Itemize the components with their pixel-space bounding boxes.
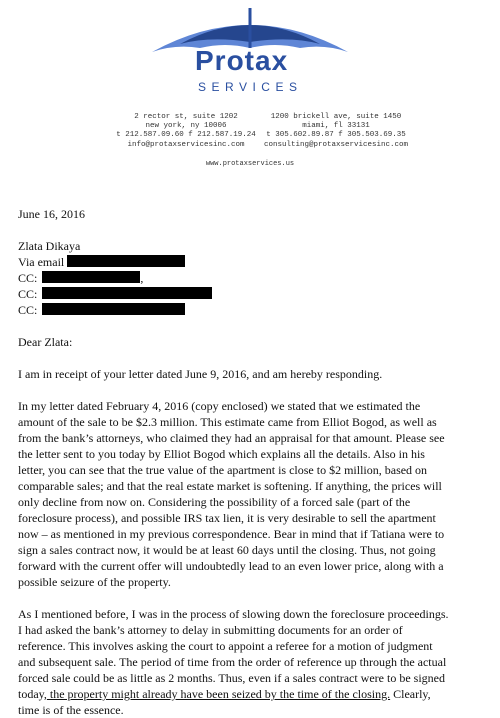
address-line: t 212.587.09.60 f 212.587.19.24	[116, 131, 256, 140]
cc-comma: ,	[140, 271, 144, 285]
paragraph-1: I am in receipt of your letter dated June 9, 2016, and am hereby responding.	[18, 367, 383, 381]
address-email: info@protaxservicesinc.com	[127, 140, 245, 149]
address-line: new york, ny 10006	[145, 122, 227, 131]
paragraph-line: As I mentioned before, I was in the process of slowing down the foreclosure proceedings.	[18, 607, 449, 621]
text-span: today,	[18, 687, 47, 701]
paragraph-line: and subsequent sale. The period of time from the order of reference up through the actual	[18, 655, 447, 669]
paragraph-line: now – as mentioned in my previous correspondence. Bear in mind that if Tatiana were to	[18, 527, 445, 541]
redacted-block	[42, 271, 140, 283]
paragraph-2	[18, 398, 488, 590]
letter-date: June 16, 2016	[18, 207, 85, 221]
redacted-block	[42, 287, 212, 299]
via-email-line	[18, 254, 488, 270]
paragraph-line: In my letter dated February 4, 2016 (copy enclosed) we stated that we estimated the	[18, 399, 421, 413]
cc-line	[18, 270, 488, 286]
address-line: 2 rector st, suite 1202	[134, 113, 238, 121]
address-line: miami, fl 33131	[302, 122, 370, 131]
redacted-block	[67, 255, 185, 267]
address-line: t 305.602.89.87 f 305.503.69.35	[266, 131, 406, 140]
via-label: Via email	[18, 255, 65, 269]
paragraph-line: letter, you can see that the true value of the apartment is close to $2 million, based on	[18, 463, 428, 477]
paragraph-line: comparable sales; and that the real estate market is softening. If anything, the prices will	[18, 479, 442, 493]
paragraph-line: forced sale could be as little as 2 months. Thus, even if a sales contract were to be signed	[18, 671, 445, 685]
address-email: consulting@protaxservicesinc.com	[263, 140, 409, 149]
address-miami	[262, 113, 410, 150]
salutation: Dear Zlata:	[18, 335, 73, 349]
redacted-block	[42, 303, 185, 315]
address-line: 1200 brickell ave, suite 1450	[270, 113, 402, 121]
brand-name: Protax	[195, 45, 289, 76]
cc-line	[18, 286, 488, 302]
paragraph-line: I had asked the bank’s attorney to delay in submitting documents for an order of	[18, 623, 403, 637]
cc-label: CC:	[18, 303, 38, 317]
paragraph-line: only decline from now on. Considering the possibility of a forced sale (part of the	[18, 495, 411, 509]
underlined-text: the property might already have been seized by the time of the closing.	[46, 687, 391, 701]
brand-subtitle: SERVICES	[198, 80, 303, 94]
recipient-name: Zlata Dikaya	[18, 239, 81, 253]
paragraph-line: from the bank’s attorneys, who claimed they had an appraisal for that amount. Please see	[18, 431, 445, 445]
address-new-york	[112, 113, 260, 150]
paragraph-line: foreclosure process), and possible IRS tax lien, it is very desirable to sell the apartment	[18, 511, 436, 525]
paragraph-line: possible seizure of the property.	[18, 575, 171, 589]
cc-label: CC:	[18, 271, 38, 285]
website-link[interactable]: www.protaxservices.us	[205, 160, 295, 168]
paragraph-line: forward with the current offer will undoubtedly lead to an even lower price, along with a	[18, 559, 444, 573]
paragraph-line: time is of the essence.	[18, 703, 124, 717]
cc-line	[18, 302, 488, 318]
paragraph-3	[18, 606, 488, 718]
letter-body	[18, 206, 488, 718]
paragraph-line: the letter sent to you today by Elliot Bogod which explains all the details. Also in his	[18, 447, 425, 461]
paragraph-line: sign a sales contract now, it would be at least 60 days until the closing. Thus, not going	[18, 543, 436, 557]
paragraph-line: reference. This involves asking the court to appoint a referee for a motion of judgment	[18, 639, 433, 653]
letterhead	[0, 0, 500, 175]
text-span: Clearly,	[390, 687, 431, 701]
cc-label: CC:	[18, 287, 38, 301]
paragraph-line: amount of the sale to be $2.3 million. This estimate came from Elliot Bogod, as well as	[18, 415, 437, 429]
paragraph-line	[18, 686, 488, 702]
